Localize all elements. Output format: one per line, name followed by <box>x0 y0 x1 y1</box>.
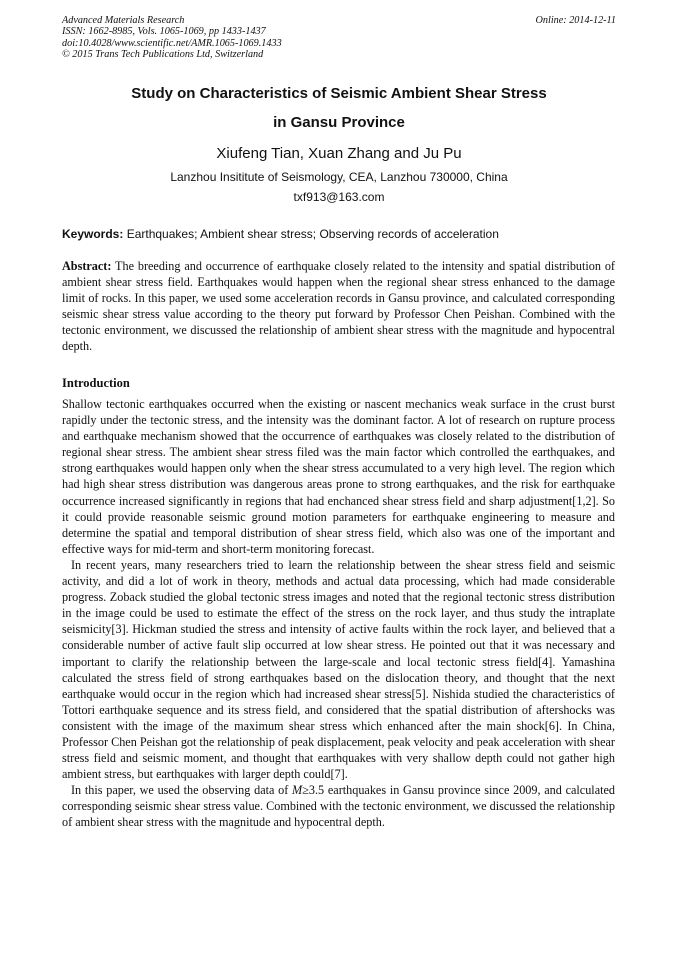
affiliation: Lanzhou Insititute of Seismology, CEA, Lanzhou 730000, China <box>170 170 508 184</box>
magnitude-symbol: M <box>292 783 303 798</box>
title-line-1: Study on Characteristics of Seismic Ambient Shear Stress <box>131 85 547 102</box>
paper-title <box>40 79 638 137</box>
intro-p3-pre: In this paper, we used the observing data of <box>71 783 293 798</box>
online-date: Online: 2014-12-11 <box>535 15 616 26</box>
intro-paragraph-1: Shallow tectonic earthquakes occurred when the existing or nascent mechanics weak surface in the crust burst rapidly under the tectonic stress, and the intensity was the dominant factor. A lot of research on rupture process and earthquake mechanism showed that the occurrence of earthquakes was closely related to the distribution of regional shear stress. The ambient shear stress filed was the main factor which controlled the earthquakes, and strong earthquakes would happen only when the shear stress accumulated to a very high level. The region which had high shear stress distribution was dangerous areas prone to strong earthquakes, and the risk for earthquake occurrence increased significantly in regions that had enchanced shear stress field and sharp adjustment[1,2]. So it could provide reasonable seismic ground motion parameters for earthquake engineering to measure and determine the spatial and temporal distribution of shear stress field, which also was one of the important and effective ways for mid-term and short-term monitoring forecast. <box>62 397 615 556</box>
keywords-label: Keywords: <box>62 227 124 241</box>
abstract <box>62 258 615 355</box>
authors: Xiufeng Tian, Xuan Zhang and Ju Pu <box>216 145 462 162</box>
keywords <box>62 227 618 241</box>
issn-line: ISSN: 1662-8985, Vols. 1065-1069, pp 1433-1437 <box>62 26 266 38</box>
intro-paragraph-2: In recent years, many researchers tried to learn the relationship between the shear stress field and seismic activity, and did a lot of work in theory, methods and actual data processing, which had made considerable progress. Zoback studied the global tectonic stress images and noted that the regional tectonic stress distribution in the image could be used to estimate the effect of the stress on the rock layer, and thus study the intraplate seismicity[3]. Hickman studied the stress and intensity of active faults within the rock layer, and believed that a considerable number of active fault slip occurred at low shear stress. He pointed out that it was necessary and important to clarify the relationship between the large-scale and local tectonic stress field[4]. Yamashina calculated the stress field of strong earthquakes based on the dislocation theory, and thought that the next earthquake would occur in the region which had increased shear stress[5]. Nishida studied the characteristics of Tottori earthquake sequence and its stress field, and considered that the spatial distribution of aftershocks was consistent with the image of the maximum shear stress which enhanced after the main shock[6]. In China, Professor Chen Peishan got the relationship of peak displacement, peak velocity and peak acceleration with shear stress field and seismic moment, and thought that earthquakes with very shallow depth could not gather high ambient stress, but earthquakes with larger depth could[7]. <box>62 557 615 782</box>
section-heading-introduction: Introduction <box>62 376 130 390</box>
abstract-text: The breeding and occurrence of earthquake closely related to the intensity and spatial distribution of ambient shear stress field. Earthquakes would happen when the regional shear stress enhanced to the damage limit of rocks. In this paper, we used some acceleration records in Gansu province, and calculated corresponding seismic shear stress value according to the theory put forward by Professor Chen Peishan. Combined with the tectonic environment, we discussed the relationship of ambient shear stress with the magnitude and hypocentral depth. <box>62 259 615 354</box>
abstract-label: Abstract: <box>62 259 112 273</box>
journal-name: Advanced Materials Research <box>62 15 185 26</box>
doi-line: doi:10.4028/www.scientific.net/AMR.1065-1069.1433 <box>62 37 282 49</box>
author-email: txf913@163.com <box>293 190 385 204</box>
keywords-text: Earthquakes; Ambient shear stress; Observing records of acceleration <box>123 227 499 241</box>
copyright-line: © 2015 Trans Tech Publications Ltd, Switzerland <box>62 49 264 61</box>
introduction-body <box>62 396 615 831</box>
intro-paragraph-3 <box>62 782 615 830</box>
intro-p3-post: ≥3.5 earthquakes in Gansu province since 2009, and calculated corresponding seismic shear stress value. Combined with the tectonic environment, we discussed the relationship of ambient shear stress with the magnitude and hypocentral depth. <box>62 783 615 830</box>
title-line-2: in Gansu Province <box>273 114 405 131</box>
journal-header <box>62 15 282 61</box>
